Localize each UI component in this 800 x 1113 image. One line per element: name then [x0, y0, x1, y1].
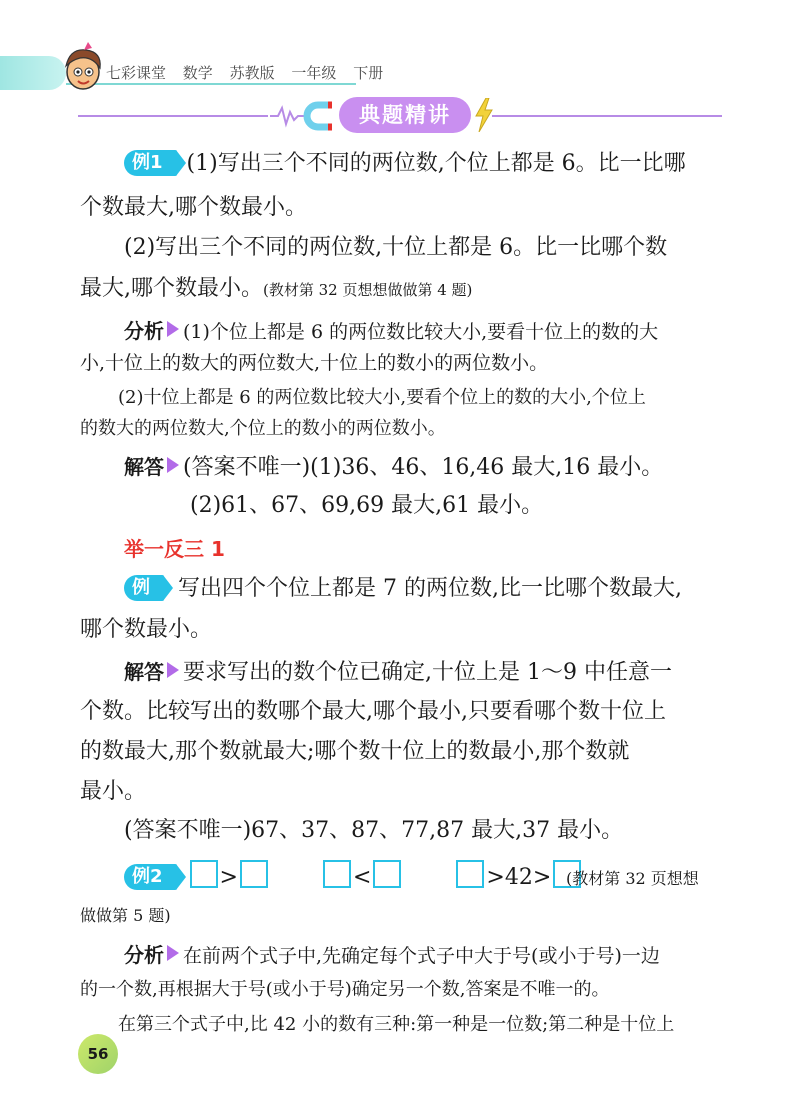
header-underline [66, 83, 356, 85]
triangle-icon [167, 321, 179, 337]
triangle-icon [167, 457, 179, 473]
example1-q1-line1: (1)写出三个不同的两位数,个位上都是 6。比一比哪 [186, 151, 686, 176]
example2-ref-line1: (教材第 32 页想想 [566, 869, 699, 888]
practice1-answer-line5: (答案不唯一)67、37、87、77,87 最大,37 最小。 [124, 818, 624, 843]
practice1-answer-line4: 最小。 [80, 779, 147, 804]
blank-box[interactable] [373, 860, 401, 888]
mascot-icon [58, 42, 108, 94]
section-banner-title: 典题精讲 [339, 97, 471, 133]
banner-line-right [492, 115, 722, 117]
blank-box[interactable] [456, 860, 484, 888]
header-subject: 数学 [182, 64, 213, 82]
example2-analysis-line3: 在第三个式子中,比 42 小的数有三种:第一种是一位数;第二种是十位上 [118, 1014, 675, 1035]
example1-q2-line2: 最大,哪个数最小。 [80, 276, 263, 301]
example2-gt: > [219, 865, 238, 890]
practice1-answer-line1-wrap [124, 657, 764, 688]
example1-analysis-line1: (1)个位上都是 6 的两位数比较大小,要看十位上的数的大 [183, 321, 659, 343]
example1-answer-line1-wrap [124, 452, 764, 483]
example1-answer-line1: (答案不唯一)(1)36、46、16,46 最大,16 最小。 [183, 455, 664, 480]
practice1-q-line1: 写出四个个位上都是 7 的两位数,比一比哪个数最大, [178, 576, 682, 601]
example2-analysis-label: 分析 [124, 943, 164, 967]
practice1-answer-line2: 个数。比较写出的数哪个最大,哪个最小,只要看哪个数十位上 [80, 699, 666, 724]
page-number: 56 [78, 1034, 118, 1074]
example1-analysis-line3: (2)十位上都是 6 的两位数比较大小,要看个位上的数的大小,个位上 [118, 387, 646, 408]
blank-box[interactable] [240, 860, 268, 888]
practice1-answer-line3: 的数最大,那个数就最大;哪个数十位上的数最小,那个数就 [80, 739, 630, 764]
example1-q2-ref: (教材第 32 页想想做做第 4 题) [263, 281, 473, 299]
example2-gt42: >42> [486, 865, 552, 890]
blank-box[interactable] [323, 860, 351, 888]
example1-analysis-label: 分析 [124, 319, 164, 343]
triangle-icon [167, 662, 179, 678]
practice1-answer-label: 解答 [124, 660, 164, 684]
header-volume: 下册 [353, 64, 384, 82]
example1-analysis-line4: 的数大的两位数大,个位上的数小的两位数小。 [80, 418, 446, 439]
example2-lt: < [352, 865, 372, 890]
example1-q1-line2: 个数最大,哪个数最小。 [80, 195, 307, 220]
practice1-question-line1 [80, 574, 720, 604]
example2-analysis-line1: 在前两个式子中,先确定每个式子中大于号(或小于号)一边 [183, 945, 660, 967]
example2-ref-line2: 做做第 5 题) [80, 906, 171, 925]
header-grade: 一年级 [291, 64, 337, 82]
practice1-q-line2: 哪个数最小。 [80, 617, 213, 642]
magnet-icon [302, 100, 336, 132]
practice1-title: 举一反三 1 [124, 537, 225, 561]
example1-answer-label: 解答 [124, 455, 164, 479]
example2-badge: 例2 [124, 864, 177, 890]
practice1-answer-line1: 要求写出的数个位已确定,十位上是 1～9 中任意一 [183, 660, 672, 685]
blank-box[interactable] [190, 860, 218, 888]
example2-analysis-line2: 的一个数,再根据大于号(或小于号)确定另一个数,答案是不唯一的。 [80, 979, 610, 1000]
header-series: 七彩课堂 [106, 64, 167, 82]
example1-analysis-line1-wrap [124, 316, 764, 347]
example1-question1 [80, 149, 720, 179]
header-title [106, 62, 395, 83]
header-edition: 苏教版 [229, 64, 275, 82]
wave-icon [270, 104, 304, 128]
example1-q2-line2-wrap [80, 274, 720, 305]
example1-analysis-line2: 小,十位上的数大的两位数大,十位上的数小的两位数小。 [80, 352, 549, 374]
example1-answer-line2: (2)61、67、69,69 最大,61 最小。 [190, 493, 544, 518]
example1-badge: 例1 [124, 150, 177, 176]
example1-q2-line1: (2)写出三个不同的两位数,十位上都是 6。比一比哪个数 [124, 235, 668, 260]
header-tab [0, 56, 66, 90]
banner-line-left [78, 115, 268, 117]
triangle-icon [167, 945, 179, 961]
example2-analysis-line1-wrap [124, 940, 764, 971]
practice1-badge: 例 [124, 575, 164, 601]
lightning-icon [474, 98, 494, 132]
